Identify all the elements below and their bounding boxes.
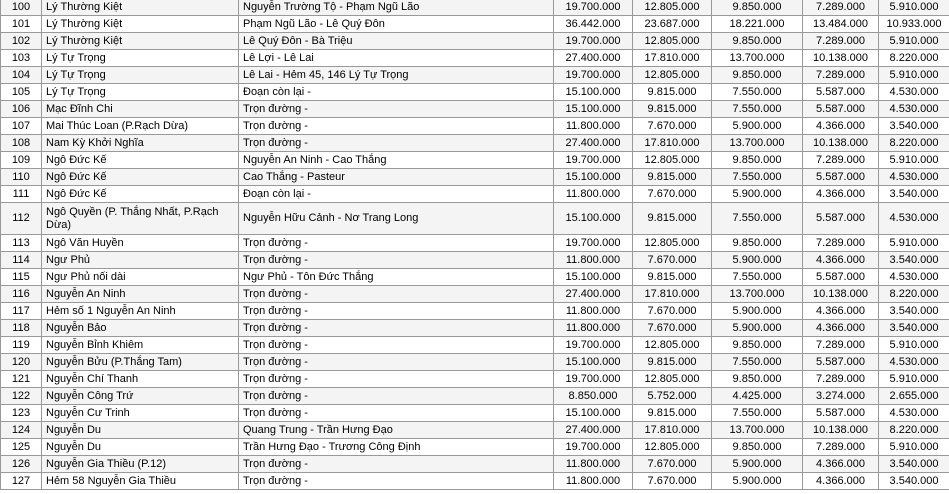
price-2-cell: 17.810.000: [633, 135, 712, 152]
price-4-cell: 13.484.000: [803, 16, 879, 33]
segment-cell: Phạm Ngũ Lão - Lê Quý Đôn: [239, 16, 554, 33]
price-1-cell: 19.700.000: [554, 235, 633, 252]
price-2-cell: 7.670.000: [633, 252, 712, 269]
segment-cell: Trọn đường -: [239, 388, 554, 405]
row-number-cell: 101: [1, 16, 42, 33]
table-row: [1, 101, 949, 118]
segment-cell: Trọn đường -: [239, 135, 554, 152]
row-number-cell: 110: [1, 169, 42, 186]
row-number-cell: 117: [1, 303, 42, 320]
price-2-cell: 9.815.000: [633, 84, 712, 101]
price-5-cell: 3.540.000: [879, 186, 949, 203]
price-5-cell: 4.530.000: [879, 269, 949, 286]
segment-cell: Lê Lợi - Lê Lai: [239, 50, 554, 67]
price-2-cell: 17.810.000: [633, 422, 712, 439]
row-number-cell: 100: [1, 0, 42, 16]
price-1-cell: 15.100.000: [554, 101, 633, 118]
price-1-cell: 19.700.000: [554, 152, 633, 169]
table-row: [1, 67, 949, 84]
price-3-cell: 13.700.000: [712, 135, 803, 152]
price-4-cell: 7.289.000: [803, 67, 879, 84]
price-5-cell: 5.910.000: [879, 337, 949, 354]
row-number-cell: 125: [1, 439, 42, 456]
segment-cell: Quang Trung - Trần Hưng Đạo: [239, 422, 554, 439]
price-1-cell: 15.100.000: [554, 405, 633, 422]
price-2-cell: 12.805.000: [633, 0, 712, 16]
row-number-cell: 107: [1, 118, 42, 135]
street-name-cell: Lý Thường Kiệt: [42, 33, 239, 50]
price-4-cell: 5.587.000: [803, 101, 879, 118]
price-5-cell: 5.910.000: [879, 0, 949, 16]
price-5-cell: 4.530.000: [879, 203, 949, 235]
row-number-cell: 127: [1, 473, 42, 490]
street-name-cell: Ngô Đức Kế: [42, 186, 239, 203]
price-1-cell: 8.850.000: [554, 388, 633, 405]
price-2-cell: 23.687.000: [633, 16, 712, 33]
price-1-cell: 15.100.000: [554, 203, 633, 235]
price-5-cell: 8.220.000: [879, 50, 949, 67]
segment-cell: Trọn đường -: [239, 118, 554, 135]
price-1-cell: 11.800.000: [554, 252, 633, 269]
street-name-cell: Hẻm số 1 Nguyễn An Ninh: [42, 303, 239, 320]
row-number-cell: 109: [1, 152, 42, 169]
price-1-cell: 19.700.000: [554, 337, 633, 354]
price-4-cell: 4.366.000: [803, 473, 879, 490]
price-3-cell: 7.550.000: [712, 101, 803, 118]
price-3-cell: 7.550.000: [712, 203, 803, 235]
table-row: [1, 422, 949, 439]
segment-cell: Trọn đường -: [239, 354, 554, 371]
price-4-cell: 4.366.000: [803, 456, 879, 473]
price-5-cell: 3.540.000: [879, 473, 949, 490]
price-2-cell: 5.752.000: [633, 388, 712, 405]
table-row: [1, 456, 949, 473]
table-row: [1, 152, 949, 169]
segment-cell: Trọn đường -: [239, 286, 554, 303]
price-4-cell: 5.587.000: [803, 269, 879, 286]
price-3-cell: 9.850.000: [712, 33, 803, 50]
street-name-cell: Nguyễn Chí Thanh: [42, 371, 239, 388]
street-name-cell: Nguyễn Cư Trinh: [42, 405, 239, 422]
price-3-cell: 9.850.000: [712, 371, 803, 388]
price-3-cell: 5.900.000: [712, 118, 803, 135]
price-3-cell: 13.700.000: [712, 422, 803, 439]
table-row: [1, 84, 949, 101]
price-4-cell: 4.366.000: [803, 320, 879, 337]
table-row: [1, 252, 949, 269]
price-4-cell: 10.138.000: [803, 286, 879, 303]
street-name-cell: Mạc Đĩnh Chi: [42, 101, 239, 118]
price-3-cell: 5.900.000: [712, 252, 803, 269]
price-1-cell: 19.700.000: [554, 439, 633, 456]
price-4-cell: 7.289.000: [803, 337, 879, 354]
segment-cell: Trọn đường -: [239, 101, 554, 118]
price-4-cell: 4.366.000: [803, 303, 879, 320]
table-row: [1, 388, 949, 405]
price-3-cell: 5.900.000: [712, 473, 803, 490]
segment-cell: Trọn đường -: [239, 405, 554, 422]
segment-cell: Cao Thắng - Pasteur: [239, 169, 554, 186]
price-4-cell: 10.138.000: [803, 50, 879, 67]
price-5-cell: 10.933.000: [879, 16, 949, 33]
street-name-cell: Nguyễn Bửu (P.Thắng Tam): [42, 354, 239, 371]
segment-cell: Trần Hưng Đạo - Trương Công Định: [239, 439, 554, 456]
price-4-cell: 4.366.000: [803, 186, 879, 203]
price-3-cell: 7.550.000: [712, 84, 803, 101]
price-5-cell: 5.910.000: [879, 152, 949, 169]
price-3-cell: 5.900.000: [712, 303, 803, 320]
price-1-cell: 19.700.000: [554, 67, 633, 84]
street-name-cell: Nguyễn An Ninh: [42, 286, 239, 303]
price-4-cell: 7.289.000: [803, 33, 879, 50]
table-row: [1, 473, 949, 490]
segment-cell: Trọn đường -: [239, 303, 554, 320]
price-1-cell: 19.700.000: [554, 0, 633, 16]
price-5-cell: 5.910.000: [879, 33, 949, 50]
price-2-cell: 12.805.000: [633, 235, 712, 252]
price-2-cell: 12.805.000: [633, 67, 712, 84]
street-name-cell: Ngô Đức Kế: [42, 169, 239, 186]
table-row: [1, 405, 949, 422]
street-name-cell: Ngô Đức Kế: [42, 152, 239, 169]
table-row: [1, 235, 949, 252]
price-3-cell: 5.900.000: [712, 456, 803, 473]
street-name-cell: Lý Tự Trọng: [42, 84, 239, 101]
table-body: [1, 0, 949, 490]
row-number-cell: 119: [1, 337, 42, 354]
row-number-cell: 106: [1, 101, 42, 118]
price-2-cell: 9.815.000: [633, 269, 712, 286]
price-3-cell: 4.425.000: [712, 388, 803, 405]
row-number-cell: 105: [1, 84, 42, 101]
street-name-cell: Lý Tự Trọng: [42, 67, 239, 84]
row-number-cell: 102: [1, 33, 42, 50]
segment-cell: Ngư Phủ - Tôn Đức Thắng: [239, 269, 554, 286]
street-name-cell: Lý Tự Trọng: [42, 50, 239, 67]
price-5-cell: 3.540.000: [879, 320, 949, 337]
row-number-cell: 103: [1, 50, 42, 67]
table-row: [1, 135, 949, 152]
price-1-cell: 15.100.000: [554, 169, 633, 186]
table-row: [1, 50, 949, 67]
price-5-cell: 8.220.000: [879, 135, 949, 152]
row-number-cell: 116: [1, 286, 42, 303]
row-number-cell: 121: [1, 371, 42, 388]
price-2-cell: 7.670.000: [633, 320, 712, 337]
price-4-cell: 4.366.000: [803, 252, 879, 269]
price-2-cell: 12.805.000: [633, 371, 712, 388]
row-number-cell: 112: [1, 203, 42, 235]
price-2-cell: 7.670.000: [633, 303, 712, 320]
street-name-cell: Nguyễn Công Trứ: [42, 388, 239, 405]
table-row: [1, 439, 949, 456]
price-2-cell: 9.815.000: [633, 101, 712, 118]
price-3-cell: 18.221.000: [712, 16, 803, 33]
table-row: [1, 354, 949, 371]
row-number-cell: 115: [1, 269, 42, 286]
price-2-cell: 17.810.000: [633, 50, 712, 67]
price-3-cell: 9.850.000: [712, 0, 803, 16]
price-1-cell: 11.800.000: [554, 303, 633, 320]
price-3-cell: 7.550.000: [712, 354, 803, 371]
street-name-cell: Ngư Phủ: [42, 252, 239, 269]
row-number-cell: 118: [1, 320, 42, 337]
row-number-cell: 120: [1, 354, 42, 371]
price-1-cell: 15.100.000: [554, 269, 633, 286]
row-number-cell: 126: [1, 456, 42, 473]
price-2-cell: 7.670.000: [633, 456, 712, 473]
price-5-cell: 3.540.000: [879, 118, 949, 135]
row-number-cell: 114: [1, 252, 42, 269]
segment-cell: Trọn đường -: [239, 337, 554, 354]
price-3-cell: 5.900.000: [712, 186, 803, 203]
price-2-cell: 7.670.000: [633, 118, 712, 135]
price-2-cell: 9.815.000: [633, 354, 712, 371]
price-4-cell: 7.289.000: [803, 439, 879, 456]
segment-cell: Nguyễn Trường Tộ - Phạm Ngũ Lão: [239, 0, 554, 16]
price-4-cell: 7.289.000: [803, 0, 879, 16]
price-1-cell: 15.100.000: [554, 354, 633, 371]
price-2-cell: 9.815.000: [633, 405, 712, 422]
street-name-cell: Hẻm 58 Nguyễn Gia Thiều: [42, 473, 239, 490]
segment-cell: Nguyễn An Ninh - Cao Thắng: [239, 152, 554, 169]
price-4-cell: 5.587.000: [803, 84, 879, 101]
price-2-cell: 12.805.000: [633, 33, 712, 50]
price-1-cell: 27.400.000: [554, 50, 633, 67]
price-2-cell: 12.805.000: [633, 152, 712, 169]
price-2-cell: 7.670.000: [633, 473, 712, 490]
price-3-cell: 9.850.000: [712, 235, 803, 252]
street-name-cell: Nam Kỳ Khởi Nghĩa: [42, 135, 239, 152]
segment-cell: Trọn đường -: [239, 235, 554, 252]
price-1-cell: 19.700.000: [554, 371, 633, 388]
row-number-cell: 113: [1, 235, 42, 252]
price-3-cell: 7.550.000: [712, 405, 803, 422]
price-1-cell: 27.400.000: [554, 135, 633, 152]
price-1-cell: 27.400.000: [554, 286, 633, 303]
table-row: [1, 303, 949, 320]
price-1-cell: 11.800.000: [554, 456, 633, 473]
price-1-cell: 11.800.000: [554, 473, 633, 490]
price-5-cell: 3.540.000: [879, 456, 949, 473]
price-5-cell: 5.910.000: [879, 67, 949, 84]
street-name-cell: Nguyễn Du: [42, 422, 239, 439]
street-name-cell: Mai Thúc Loan (P.Rạch Dừa): [42, 118, 239, 135]
price-5-cell: 5.910.000: [879, 235, 949, 252]
price-3-cell: 9.850.000: [712, 439, 803, 456]
price-5-cell: 4.530.000: [879, 101, 949, 118]
segment-cell: Trọn đường -: [239, 456, 554, 473]
price-5-cell: 4.530.000: [879, 169, 949, 186]
segment-cell: Lê Quý Đôn - Bà Triệu: [239, 33, 554, 50]
price-2-cell: 17.810.000: [633, 286, 712, 303]
price-5-cell: 3.540.000: [879, 252, 949, 269]
table-row: [1, 269, 949, 286]
row-number-cell: 108: [1, 135, 42, 152]
street-name-cell: Nguyễn Gia Thiều (P.12): [42, 456, 239, 473]
price-2-cell: 12.805.000: [633, 439, 712, 456]
street-name-cell: Lý Thường Kiệt: [42, 16, 239, 33]
price-3-cell: 9.850.000: [712, 67, 803, 84]
table-row: [1, 0, 949, 16]
price-4-cell: 7.289.000: [803, 235, 879, 252]
segment-cell: Trọn đường -: [239, 371, 554, 388]
price-5-cell: 3.540.000: [879, 303, 949, 320]
segment-cell: Nguyễn Hữu Cảnh - Nơ Trang Long: [239, 203, 554, 235]
segment-cell: Trọn đường -: [239, 252, 554, 269]
price-4-cell: 3.274.000: [803, 388, 879, 405]
price-3-cell: 13.700.000: [712, 286, 803, 303]
price-1-cell: 36.442.000: [554, 16, 633, 33]
price-5-cell: 4.530.000: [879, 84, 949, 101]
price-1-cell: 15.100.000: [554, 84, 633, 101]
price-3-cell: 9.850.000: [712, 337, 803, 354]
price-3-cell: 5.900.000: [712, 320, 803, 337]
street-name-cell: Nguyễn Bỉnh Khiêm: [42, 337, 239, 354]
price-4-cell: 7.289.000: [803, 371, 879, 388]
segment-cell: Lê Lai - Hẻm 45, 146 Lý Tự Trọng: [239, 67, 554, 84]
price-2-cell: 12.805.000: [633, 337, 712, 354]
street-name-cell: Ngô Quyền (P. Thắng Nhất, P.Rạch Dừa): [42, 203, 239, 235]
price-2-cell: 7.670.000: [633, 186, 712, 203]
price-5-cell: 8.220.000: [879, 422, 949, 439]
price-4-cell: 5.587.000: [803, 354, 879, 371]
table-row: [1, 203, 949, 235]
table-row: [1, 320, 949, 337]
row-number-cell: 124: [1, 422, 42, 439]
street-name-cell: Ngô Văn Huyền: [42, 235, 239, 252]
row-number-cell: 122: [1, 388, 42, 405]
table-row: [1, 118, 949, 135]
price-4-cell: 10.138.000: [803, 422, 879, 439]
price-4-cell: 5.587.000: [803, 405, 879, 422]
price-4-cell: 5.587.000: [803, 203, 879, 235]
price-5-cell: 5.910.000: [879, 371, 949, 388]
price-1-cell: 11.800.000: [554, 118, 633, 135]
price-2-cell: 9.815.000: [633, 169, 712, 186]
price-5-cell: 8.220.000: [879, 286, 949, 303]
price-5-cell: 4.530.000: [879, 405, 949, 422]
street-name-cell: Nguyễn Du: [42, 439, 239, 456]
street-name-cell: Ngư Phủ nối dài: [42, 269, 239, 286]
row-number-cell: 111: [1, 186, 42, 203]
price-3-cell: 13.700.000: [712, 50, 803, 67]
table-row: [1, 337, 949, 354]
price-4-cell: 7.289.000: [803, 152, 879, 169]
price-4-cell: 5.587.000: [803, 169, 879, 186]
row-number-cell: 104: [1, 67, 42, 84]
price-1-cell: 19.700.000: [554, 33, 633, 50]
row-number-cell: 123: [1, 405, 42, 422]
price-1-cell: 11.800.000: [554, 186, 633, 203]
price-5-cell: 2.655.000: [879, 388, 949, 405]
segment-cell: Trọn đường -: [239, 473, 554, 490]
table-row: [1, 16, 949, 33]
price-5-cell: 5.910.000: [879, 439, 949, 456]
price-3-cell: 7.550.000: [712, 169, 803, 186]
price-3-cell: 7.550.000: [712, 269, 803, 286]
street-name-cell: Nguyễn Bảo: [42, 320, 239, 337]
price-4-cell: 10.138.000: [803, 135, 879, 152]
segment-cell: Đoạn còn lại -: [239, 186, 554, 203]
segment-cell: Trọn đường -: [239, 320, 554, 337]
price-1-cell: 11.800.000: [554, 320, 633, 337]
price-3-cell: 9.850.000: [712, 152, 803, 169]
price-2-cell: 9.815.000: [633, 203, 712, 235]
street-name-cell: Lý Thường Kiệt: [42, 0, 239, 16]
table-row: [1, 371, 949, 388]
table-row: [1, 186, 949, 203]
table-row: [1, 286, 949, 303]
segment-cell: Đoạn còn lại -: [239, 84, 554, 101]
table-row: [1, 169, 949, 186]
price-4-cell: 4.366.000: [803, 118, 879, 135]
price-5-cell: 4.530.000: [879, 354, 949, 371]
price-1-cell: 27.400.000: [554, 422, 633, 439]
table-row: [1, 33, 949, 50]
